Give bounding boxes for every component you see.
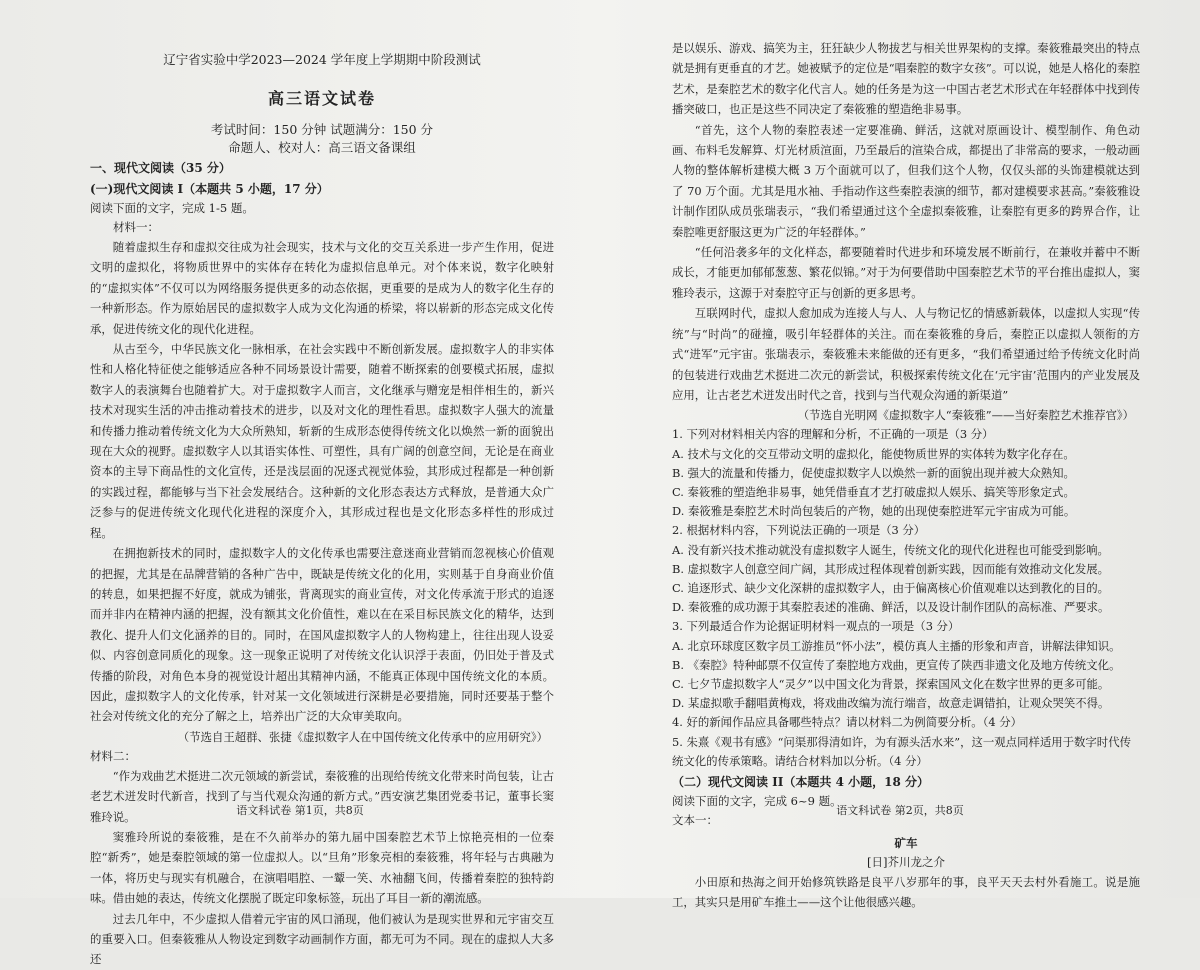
page-footer: 语文科试卷 第1页，共8页 (236, 804, 364, 817)
paragraph: “首先，这个人物的秦腔表述一定要准确、鲜活，这就对原画设计、模型制作、角色动画、布料毛发解算、灯光材质渲面，乃至最后的渲染合成，都提出了非常高的要求，一般动画人物的整体解析建模大概 3 万个面就可以了，但我们这个人物，仅仅头部的头饰建模就达到了 70 万个面。尤其是甩水袖、手指动作这些秦腔表演的细节，都对建模要求甚高。”秦筱雅设计制作团队成员张瑞表示，“我们希望通过这个全虚拟秦筱雅，让秦腔有更多的跨界合作，让秦腔唯更舒服这更为广泛的年轻群体。” (672, 122, 1140, 239)
option: A. 没有新兴技术推动就没有虚拟数字人诞生，传统文化的现代化进程也可能受到影响。 (672, 542, 1109, 557)
subsection-heading-1: (一)现代文阅读 I（本题共 5 小题，17 分） (90, 182, 329, 196)
exam-time-score: 考试时间：150 分钟 试题满分：150 分 (210, 122, 434, 137)
question-3: 3. 下列最适合作为论据证明材料一观点的一项是（3 分） (672, 619, 960, 634)
source-citation: （节选自王超群、张捷《虚拟数字人在中国传统文化传承中的应用研究》） (177, 729, 548, 744)
paragraph: 过去几年中，不少虚拟人借着元宇宙的风口涌现，他们被认为是现实世界和元宇宙交互的重要入口。但秦筱雅从人物设定到数字动画制作方面，都无可为不同。现在的虚拟人大多还 (90, 911, 554, 967)
school-heading: 辽宁省实验中学2023—2024 学年度上学期期中阶段测试 (163, 52, 481, 67)
option: D. 某虚拟歌手翻唱黄梅戏，将戏曲改编为流行端音，故意走调错拍，让观众哭笑不得。 (672, 696, 1110, 711)
paragraph: 随着虚拟生存和虚拟交往成为社会现实，技术与文化的交互关系进一步产生作用，促进文明的虚拟化，将物质世界中的实体存在转化为虚拟信息单元。对个体来说，数字化映射的“虚拟实体”不仅可以为网络服务提供更多的动态依据，更重要的是成为人的数字化生存的一种新形态。作为原始居民的虚拟数字人成为文化沟通的桥梁，将以崭新的形态完成文化传承，促进传统文化的现代化进程。 (90, 240, 554, 336)
exam-title: 高三语文试卷 (267, 89, 376, 108)
paragraph: “任何沿袭多年的文化样态，都要随着时代进步和环境发展不断前行，在兼收并蓄中不断成长，才能更加郁郁葱葱、繁花似锦。”对于为何要借助中国秦腔艺术节的平台推出虚拟人，窦雅玲表示，这源于对秦腔守正与创新的更多思考。 (672, 245, 1140, 300)
exam-authors: 命题人、校对人：高三语文备课组 (228, 140, 416, 155)
paragraph: 窦雅玲所说的秦筱雅，是在不久前举办的第九届中国秦腔艺术节上惊艳亮相的一位秦腔“新秀”，她是秦腔领域的第一位虚拟人。以“旦角”形象亮相的秦筱雅，将年轻与古典融为一体，将历史与现实有机融合，在演唱唱腔、一颦一笑、水袖翻飞间，传播着秦腔的独特韵味。借由她的表达，传统文化摆脱了既定印象标签，玩出了耳目一新的潮流感。 (90, 829, 554, 906)
material-1-label: 材料一： (113, 220, 159, 234)
paragraph: 从古至今，中华民族文化一脉相承，在社会实践中不断创新发展。虚拟数字人的非实体性和人格化特征使之能够适应各种不同场景设计需要，随着不断探索的创要模式拓展，虚拟数字人的表演舞台也随着扩大。对于虚拟数字人而言，文化继承与赠宠是相伴相生的，新兴技术对现实生活的冲击推动着技术的进步，以及对文化的理性看思。虚拟数字人强大的流量和传播力推动着传统文化为大众所熟知，斩新的生成形态使得传统文化以焕然一新的面貌出现在大众的视野。虚拟数字人以其语实体性、可塑性，具有广阔的创意空间，无论是在商业资本的主导下商品性的文化宣传，还是浅层面的况逐式视觉体验，其形成过程都是一种创新的实践过程，都能够与当下社会发展结合。这种新的文化形态表达方式释放，是普通大众广泛参与的促进传统文化现代化进程的深度介入，其形成过程也是文化形态多样性的形成过程。 (90, 342, 554, 540)
option: C. 追逐形式、缺少文化深耕的虚拟数字人，由于偏离核心价值观难以达到教化的目的。 (672, 580, 1110, 595)
option: C. 七夕节虚拟数字人“灵夕”以中国文化为背景，探索国风文化在数字世界的更多可能。 (672, 676, 1110, 691)
option: B. 虚拟数字人创意空间广阔，其形成过程体现着创新实践，因而能有效推动文化发展。 (672, 561, 1110, 576)
paragraph: 互联网时代，虚拟人愈加成为连接人与人、人与物记忆的情感新载体，以虚拟人实现“传统”与“时尚”的碰撞，吸引年轻群体的关注。而在秦筱雅的身后，秦腔正以虚拟人领衔的方式“进军”元宇宙。张瑞表示，秦筱雅未来能做的还有更多，“我们希望通过给予传统文化时尚的包装进行戏曲艺术挺进二次元的新尝试，积极探索传统文化在‘元宇宙’范围内的产业发展及应用，让古老艺术迸发出时代之音，找到与当代观众沟通的新渠道” (672, 306, 1140, 402)
section-heading-1: 一、现代文阅读（35 分） (90, 161, 231, 175)
option: B. 强大的流量和传播力，促使虚拟数字人以焕然一新的面貌出现并被大众熟知。 (672, 465, 1075, 480)
option: A. 技术与文化的交互带动文明的虚拟化，能使物质世界的实体转为数字化存在。 (672, 446, 1075, 461)
story-title: 矿车 (894, 835, 918, 850)
paragraph: 在拥抱新技术的同时，虚拟数字人的文化传承也需要注意迷商业营销而忽视核心价值观的把握，尤其是在品牌营销的各种广告中，既缺是传统文化的化用，实则基于自身商业价值的转息，如果把握不好度，就成为铺张，背离现实的商业宣传，对文化传承流于形式的追逐而并非内在精神内涵的把握，没有额其文化价值性，难以在在采目标民族文化的精华，达到教化、提升人们文化涵养的目的。同时，在国风虚拟数字人的人物构建上，往往出现人设妥似、内容创意同质化的现象。这一现象正说明了对传统文化认识浮于表面，仍旧处于普及式传播的阶段，对角色本身的视觉设计超出其精神内涵，不能真正体现中国传统文化的本质。因此，虚拟数字人的文化传承，针对某一文化领域进行深耕是必要措施，同时还要基于整个社会对传统文化的充分了解之上，培养出广泛的大众审美取向。 (90, 546, 554, 724)
option: B. 《秦腔》特种邮票不仅宣传了秦腔地方戏曲，更宣传了陕西非遗文化及地方传统文化。 (672, 657, 1121, 672)
reading-instruction: 阅读下面的文字，完成 1-5 题。 (90, 201, 254, 215)
option: D. 秦筱雅的成功源于其秦腔表述的准确、鲜活，以及设计制作团队的高标准、严要求。 (672, 600, 1110, 615)
question-2: 2. 根据材料内容，下列说法正确的一项是（3 分） (672, 523, 926, 538)
page-1 (0, 0, 600, 967)
page-footer: 语文科试卷 第2页，共8页 (836, 804, 964, 817)
option: D. 秦筱雅是秦腔艺术时尚包装后的产物，她的出现使秦腔进军元宇宙成为可能。 (672, 504, 1076, 519)
option: A. 北京环球度区数字员工游推员“怀小法”，模仿真人主播的形象和声音，讲解法律知识。 (672, 638, 1121, 653)
question-5: 5. 朱熹《观书有感》“问渠那得清如许，为有源头活水来”，这一观点同样适用于数字时代传统文化的传承策略。请结合材料加以分析。（4 分） (672, 734, 1131, 768)
paragraph: 小田原和热海之间开始修筑铁路是良平八岁那年的事，良平天天去村外看施工。说是施工，其实只是用矿车推土——这个让他很感兴趣。 (672, 874, 1140, 910)
paragraph: “作为戏曲艺术挺进二次元领域的新尝试，秦筱雅的出现给传统文化带来时尚包装，让古老艺术迸发时代新音，找到了与当代观众沟通的新方式。”西安演艺集团党委书记，董事长窦雅玲说。 (90, 768, 554, 824)
reading-instruction: 阅读下面的文字，完成 6~9 题。 (672, 793, 842, 808)
question-4: 4. 好的新闻作品应具备哪些特点？请以材料二为例简要分析。（4 分） (672, 715, 1022, 730)
page-2 (600, 0, 1200, 910)
material-2-label: 材料二： (90, 748, 136, 763)
question-1: 1. 下列对材料相关内容的理解和分析，不正确的一项是（3 分） (672, 427, 994, 442)
source-citation: （节选自光明网《虚拟数字人“秦筱雅”——当好秦腔艺术推荐官》） (797, 408, 1134, 423)
subsection-heading-2: （二）现代文阅读 II（本题共 4 小题，18 分） (672, 774, 929, 789)
story-author: [日]芥川龙之介 (867, 854, 945, 869)
text-1-label: 文本一： (672, 812, 718, 827)
paragraph: 是以娱乐、游戏、搞笑为主，狂狂缺少人物拔艺与相关世界架构的支撑。秦筱雅最突出的特点就是拥有更垂直的才艺。她被赋予的定位是“唱秦腔的数字女孩”。可以说，她是人格化的秦腔艺术，是秦腔艺术的数字化代言人。她的任务是为这一中国古老艺术形式在年轻群体中找到传播突破口，也正是这些不同决定了秦筱雅的塑造绝非易事。 (672, 41, 1140, 117)
option: C. 秦筱雅的塑造绝非易事，她凭借垂直才艺打破虚拟人娱乐、搞笑等形象定式。 (672, 484, 1075, 499)
